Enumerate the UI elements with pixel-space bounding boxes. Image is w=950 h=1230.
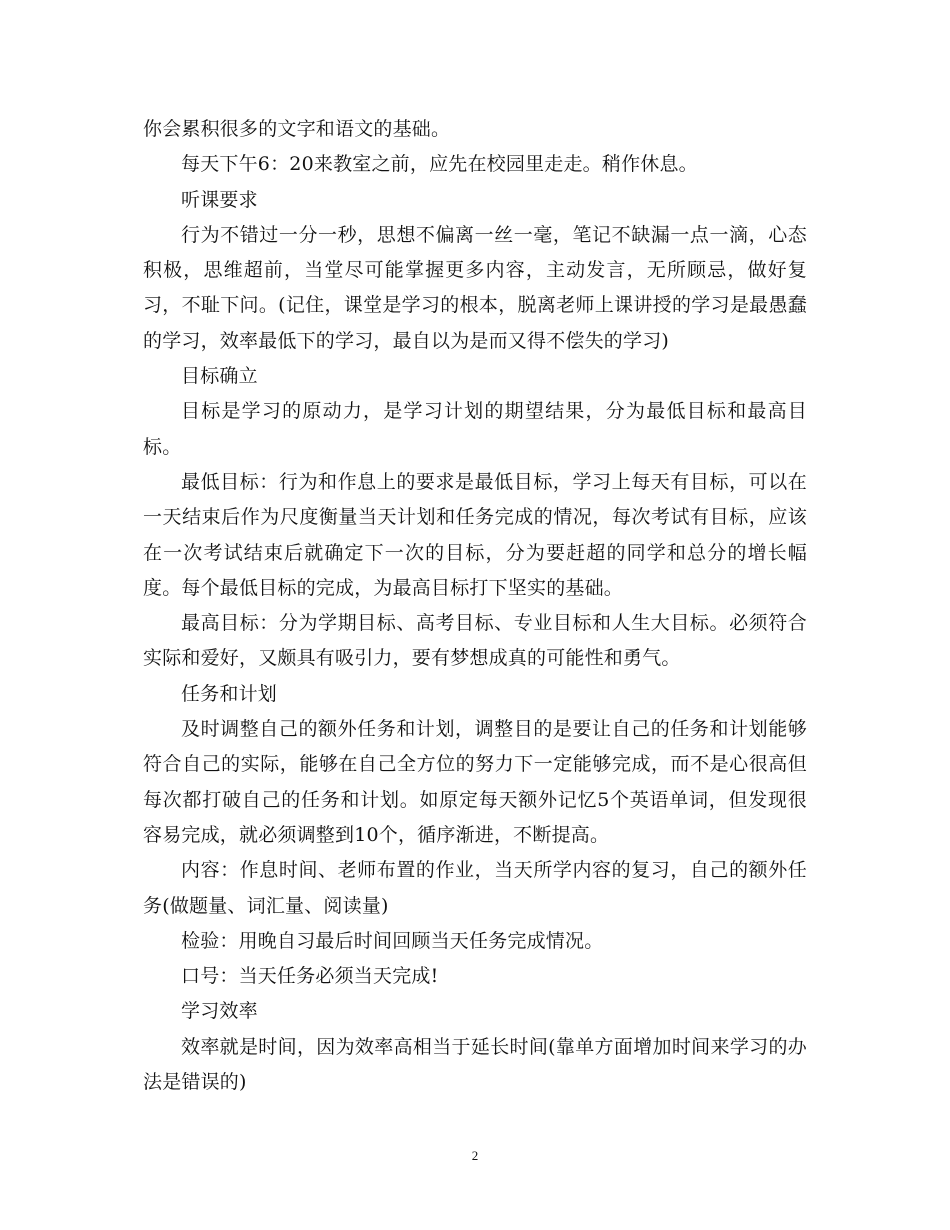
paragraph-goal-definition: 目标是学习的原动力，是学习计划的期望结果，分为最低目标和最高目标。 xyxy=(143,400,807,458)
paragraph-adjust-plans: 及时调整自己的额外任务和计划，调整目的是要让自己的任务和计划能够符合自己的实际，能够在自己全方位的努力下一定能够完成，而不是心很高但每次都打破自己的任务和计划。如原定每天额外记忆5个英语单词，但发现很容易完成，就必须调整到10个，循序渐进，不断提高。 xyxy=(143,718,807,846)
paragraph-daily-routine: 每天下午6：20来教室之前，应先在校园里走走。稍作休息。 xyxy=(181,153,698,176)
paragraph-content: 内容：作息时间、老师布置的作业，当天所学内容的复习，自己的额外任务(做题量、词汇量、阅读量) xyxy=(143,859,807,917)
heading-study-efficiency: 学习效率 xyxy=(181,1000,258,1023)
heading-class-requirements: 听课要求 xyxy=(181,188,258,211)
paragraph-continuation: 你会累积很多的文字和语文的基础。 xyxy=(143,118,451,140)
page-number: 2 xyxy=(471,1148,479,1163)
heading-goal-setting: 目标确立 xyxy=(181,365,258,388)
document-body xyxy=(143,112,807,1100)
paragraph-slogan: 口号：当天任务必须当天完成! xyxy=(181,965,439,988)
paragraph-class-behavior: 行为不错过一分一秒，思想不偏离一丝一毫，笔记不缺漏一点一滴，心态积极，思维超前，当堂尽可能掌握更多内容，主动发言，无所顾忌，做好复习，不耻下问。(记住，课堂是学习的根本，脱离老师上课讲授的学习是最愚蠢的学习，效率最低下的学习，最自以为是而又得不偿失的学习) xyxy=(143,223,807,352)
paragraph-highest-goal: 最高目标：分为学期目标、高考目标、专业目标和人生大目标。必须符合实际和爱好，又颇具有吸引力，要有梦想成真的可能性和勇气。 xyxy=(143,612,807,670)
heading-tasks-and-plans: 任务和计划 xyxy=(181,682,278,705)
paragraph-lowest-goal: 最低目标：行为和作息上的要求是最低目标，学习上每天有目标，可以在一天结束后作为尺度衡量当天计划和任务完成的情况，每次考试有目标，应该在一次考试结束后就确定下一次的目标，分为要赶超的同学和总分的增长幅度。每个最低目标的完成，为最高目标打下坚实的基础。 xyxy=(143,470,807,599)
paragraph-efficiency: 效率就是时间，因为效率高相当于延长时间(靠单方面增加时间来学习的办法是错误的) xyxy=(143,1035,807,1094)
paragraph-check: 检验：用晚自习最后时间回顾当天任务完成情况。 xyxy=(181,929,604,952)
